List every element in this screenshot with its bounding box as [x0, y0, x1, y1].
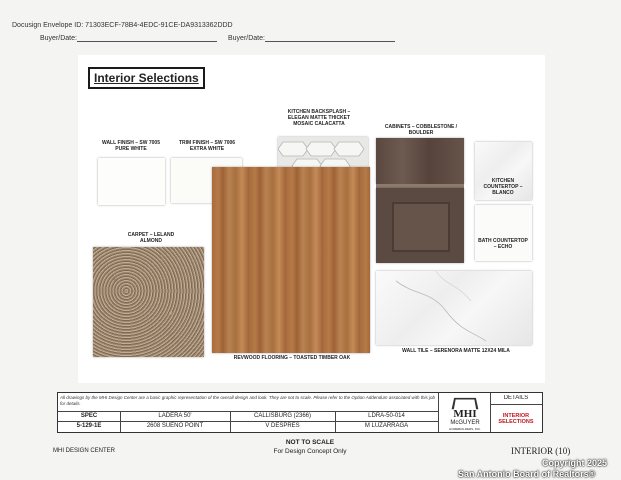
details-rule [490, 404, 542, 405]
bath-countertop-label: BATH COUNTERTOP – ECHO [478, 238, 528, 250]
spec-label: SPEC [80, 413, 98, 419]
plan-name: LADERA 50' [158, 413, 192, 419]
flooring-label: REVWOOD FLOORING – TOASTED TIMBER OAK [233, 355, 351, 361]
bath-countertop-swatch [475, 205, 532, 261]
spec-number: 5-129-1E [76, 423, 102, 429]
designer-2: M LUZARRAGA [364, 423, 409, 429]
page-number: INTERIOR (10) [511, 446, 571, 456]
page-title: Interior Selections [88, 67, 205, 89]
title-block-rule-2 [58, 421, 438, 422]
cabinets-label: CABINETS – COBBLESTONE / BOULDER [384, 124, 458, 136]
mcguyer-logo [446, 397, 484, 431]
cabinet-cobblestone-swatch [376, 188, 464, 263]
carpet-swatch [93, 247, 204, 357]
disclaimer-note: All drawings by the MHI Design Center are a basic graphic representation of the overall design and look. They are not to scale. Please refer to the Option Addendum associated with this job for details. [60, 395, 436, 406]
carpet-label: CARPET – LELAND ALMOND [127, 232, 175, 244]
title-block [57, 392, 543, 433]
design-center-label: MHI DESIGN CENTER [53, 448, 116, 454]
kitchen-countertop-label: KITCHEN COUNTERTOP – BLANCO [483, 178, 523, 196]
details-value: INTERIOR SELECTIONS [498, 413, 534, 425]
wall-finish-swatch [98, 158, 165, 205]
trim-finish-label: TRIM FINISH – SW 7006 EXTRA WHITE [178, 140, 236, 152]
marble-veins [376, 271, 532, 345]
logo-mhi: MHI [453, 408, 477, 420]
buyer-date-2-label: Buyer/Date: [228, 35, 265, 42]
copyright-year: Copyright 2025 [542, 458, 608, 468]
envelope-id: Docusign Envelope ID: 71303ECF-78B4-4EDC-91CE-DA9313362DDD [12, 22, 233, 29]
title-block-col-4 [438, 393, 439, 432]
address: 2608 SUENO POINT [146, 423, 204, 429]
cabinet-door-panel [392, 202, 450, 252]
title-block-rule-1 [58, 411, 438, 412]
wall-finish-label: WALL FINISH – SW 7005 PURE WHITE [102, 140, 160, 152]
wall-tile-label: WALL TILE – SERENORA MATTE 12X24 MILA [402, 348, 510, 354]
cabinet-boulder-swatch [376, 138, 464, 184]
backsplash-label: KITCHEN BACKSPLASH – ELEGAN MATTE THICKET MOSAIC CALACATTA [287, 109, 351, 127]
wall-tile-swatch [376, 271, 532, 345]
elevation: CALLISBURG (2366) [253, 413, 312, 419]
logo-name: McGUYER [450, 420, 480, 426]
buyer-date-1-label: Buyer/Date: [40, 35, 77, 42]
not-to-scale: NOT TO SCALE [285, 439, 335, 446]
details-label: DETAILS [503, 395, 529, 401]
flooring-swatch [212, 167, 370, 353]
lot-number: LDRA-50-014 [368, 413, 405, 419]
logo-sub: HOMEBUILDERS, INC. [449, 427, 481, 431]
buyer-date-2-line [265, 34, 395, 42]
designer-1: V DESPRES [265, 423, 300, 429]
copyright-owner: San Antonio Board of Realtors® [458, 469, 596, 479]
buyer-date-1 [40, 34, 217, 42]
buyer-date-2 [228, 34, 395, 42]
house-roof-icon [452, 398, 479, 409]
buyer-date-1-line [77, 34, 217, 42]
design-concept-note: For Design Concept Only [273, 448, 347, 455]
